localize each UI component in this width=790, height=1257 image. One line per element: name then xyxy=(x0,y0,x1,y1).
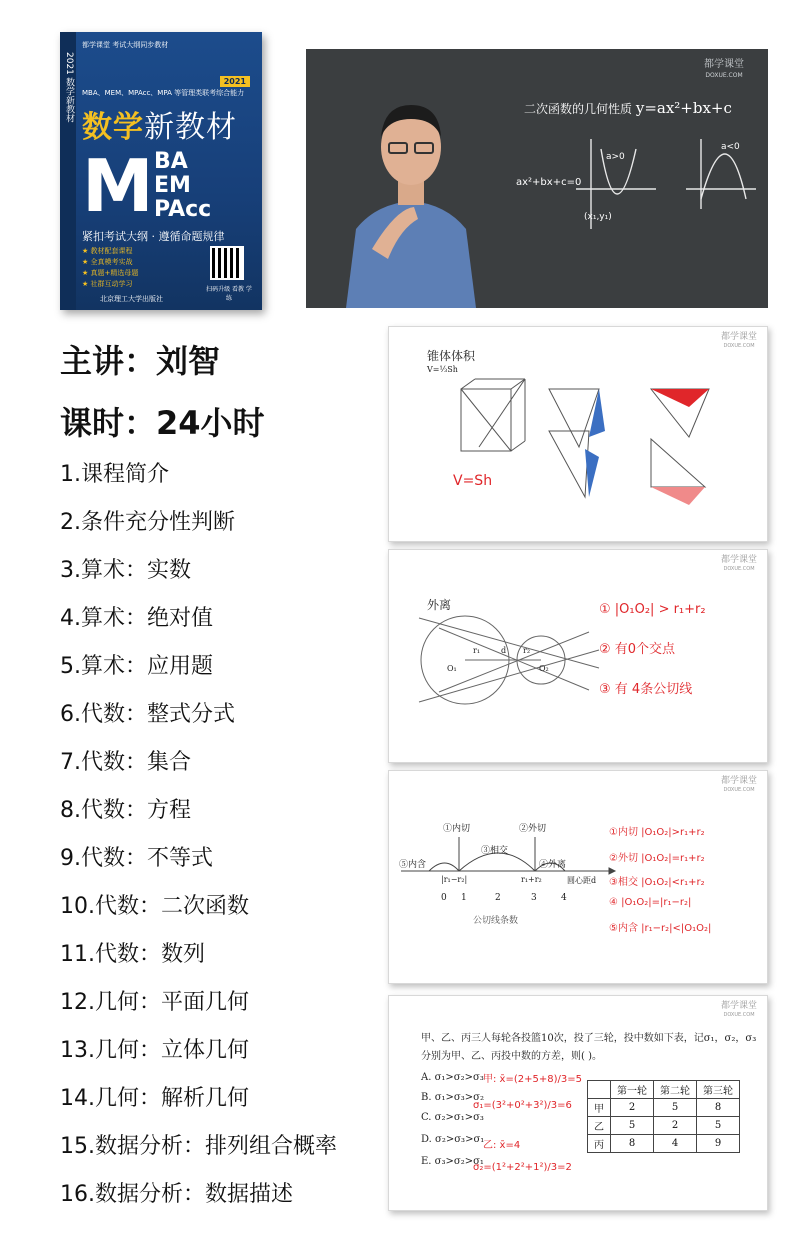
handwritten-note: ⑤内含 |r₁−r₂|<|O₁O₂| xyxy=(609,923,712,934)
table-cell: 甲 xyxy=(588,1099,611,1117)
book-spine: 2021 数学新教材 xyxy=(60,32,76,310)
handwritten-note: ③相交 |O₁O₂|<r₁+r₂ xyxy=(609,877,705,888)
course-item: 4.算术：绝对值 xyxy=(60,606,213,631)
lecturer-info: 主讲：刘智 xyxy=(60,342,221,380)
table-cell: 2 xyxy=(611,1099,654,1117)
course-item: 13.几何：立体几何 xyxy=(60,1038,249,1063)
table-cell: 丙 xyxy=(588,1135,611,1153)
answer-option: C. σ₂>σ₁>σ₃ xyxy=(421,1112,484,1123)
axis-caption: 公切线条数 xyxy=(473,916,519,926)
label-o2: O₂ xyxy=(539,664,549,673)
slide-title: 锥体体积 xyxy=(427,349,476,363)
slide-circle-positions xyxy=(388,770,768,984)
qr-label: 扫码升级 看教 学练 xyxy=(206,286,252,302)
qr-code-icon xyxy=(210,246,244,280)
tick-label: 4 xyxy=(561,893,567,903)
handwritten-note: ①内切 |O₁O₂|>r₁+r₂ xyxy=(609,827,705,838)
slide-logo: 都学课堂 DOXUE.COM xyxy=(720,555,757,572)
tick-label: 2 xyxy=(495,893,501,903)
course-item: 5.算术：应用题 xyxy=(60,654,213,679)
handwritten-note: ② 有0个交点 xyxy=(599,642,676,657)
question-text: 甲、乙、丙三人每轮各投篮10次，投了三轮，投中数如下表，记σ₁，σ₂，σ₃分别为甲、乙、丙投中数的方差，则( )。 xyxy=(421,1033,757,1062)
handwritten-note: σ₁=(3²+0²+3²)/3=6 xyxy=(473,1100,572,1111)
board-graphs xyxy=(306,49,768,308)
slide-logo: 都学课堂 DOXUE.COM xyxy=(720,1001,757,1018)
course-item: 2.条件充分性判断 xyxy=(60,510,235,535)
label-d: d xyxy=(501,646,507,655)
handwritten-note: ① |O₁O₂| > r₁+r₂ xyxy=(599,602,706,617)
book-subtitle: MBA、MEM、MPAcc、MPA 等管理类联考综合能力 xyxy=(82,89,245,97)
board-label-equation: ax²+bx+c=0 xyxy=(516,177,582,188)
book-cover xyxy=(60,32,262,310)
book-brand: 都学课堂 考试大纲同步教材 xyxy=(82,41,169,49)
score-table xyxy=(587,1080,740,1153)
course-list xyxy=(60,458,337,1226)
axis-label: |r₁−r₂| xyxy=(441,875,468,884)
axis-label: 圆心距d xyxy=(567,876,597,885)
book-title: 数学新教材 xyxy=(82,110,237,145)
table-row xyxy=(588,1099,740,1117)
course-item: 12.几何：平面几何 xyxy=(60,990,249,1015)
board-label-a-positive: a>0 xyxy=(606,152,625,162)
book-big-letter: M xyxy=(82,144,154,228)
handwritten-note: V=Sh xyxy=(453,473,493,489)
course-item: 1.课程简介 xyxy=(60,462,169,487)
table-cell: 5 xyxy=(611,1117,654,1135)
answer-option: E. σ₃>σ₂>σ₁ xyxy=(421,1156,484,1167)
answer-option: B. σ₁>σ₃>σ₂ xyxy=(421,1092,484,1103)
label-r1: r₁ xyxy=(473,646,481,655)
handwritten-note: σ₂=(1²+2²+1²)/3=2 xyxy=(473,1162,572,1173)
table-header-cell: 第三轮 xyxy=(697,1081,740,1099)
table-cell: 8 xyxy=(611,1135,654,1153)
handwritten-note: 乙: x̄=4 xyxy=(483,1140,521,1151)
table-cell: 2 xyxy=(654,1117,697,1135)
table-header-cell: 第二轮 xyxy=(654,1081,697,1099)
course-item: 7.代数：集合 xyxy=(60,750,191,775)
label-external-tangent: ②外切 xyxy=(519,824,547,834)
course-item: 15.数据分析：排列组合概率 xyxy=(60,1134,337,1159)
label-o1: O₁ xyxy=(447,664,457,673)
handwritten-note: ③ 有 4条公切线 xyxy=(599,682,693,697)
table-cell: 9 xyxy=(697,1135,740,1153)
course-item: 11.代数：数列 xyxy=(60,942,205,967)
table-cell: 5 xyxy=(654,1099,697,1117)
board-label-a-negative: a<0 xyxy=(721,142,740,152)
tick-label: 3 xyxy=(531,893,537,903)
slide-variance-question xyxy=(388,995,768,1211)
answer-option: A. σ₁>σ₂>σ₃ xyxy=(421,1072,484,1083)
course-item: 6.代数：整式分式 xyxy=(60,702,235,727)
table-cell: 4 xyxy=(654,1135,697,1153)
table-cell: 8 xyxy=(697,1099,740,1117)
book-slogan: 紧扣考试大纲 · 遵循命题规律 xyxy=(82,230,225,243)
handwritten-note: ④ |O₁O₂|=|r₁−r₂| xyxy=(609,897,692,908)
book-year: 2021 xyxy=(220,76,250,87)
board-title: 二次函数的几何性质 y=ax²+bx+c xyxy=(524,99,732,117)
tick-label: 1 xyxy=(461,893,467,903)
label-internal-tangent: ①内切 xyxy=(443,824,471,834)
book-programs: BA EM PAcc xyxy=(154,149,212,222)
handwritten-note: ②外切 |O₁O₂|=r₁+r₂ xyxy=(609,853,705,864)
two-circles-diagram xyxy=(389,550,768,763)
table-header-row xyxy=(588,1081,740,1099)
lecture-video-frame[interactable] xyxy=(306,49,768,308)
label-contained: ⑤内含 xyxy=(399,860,427,870)
book-publisher: 北京理工大学出版社 xyxy=(100,295,163,303)
label-intersect: ③相交 xyxy=(481,846,509,856)
answer-option: D. σ₂>σ₃>σ₁ xyxy=(421,1134,485,1145)
label-r2: r₂ xyxy=(523,646,531,655)
course-item: 8.代数：方程 xyxy=(60,798,191,823)
course-item: 10.代数：二次函数 xyxy=(60,894,249,919)
slide-logo: 都学课堂 DOXUE.COM xyxy=(720,776,757,793)
table-cell: 乙 xyxy=(588,1117,611,1135)
slide-circles-separate xyxy=(388,549,768,763)
table-row xyxy=(588,1117,740,1135)
label-separate: ④外离 xyxy=(539,860,567,870)
video-logo: 都学课堂 DOXUE.COM xyxy=(704,59,744,79)
slide-logo: 都学课堂 DOXUE.COM xyxy=(720,332,757,349)
slide-cone-volume xyxy=(388,326,768,542)
prism-diagrams xyxy=(389,327,768,542)
table-header-cell: 第一轮 xyxy=(611,1081,654,1099)
course-item: 9.代数：不等式 xyxy=(60,846,213,871)
course-item: 14.几何：解析几何 xyxy=(60,1086,249,1111)
table-cell: 5 xyxy=(697,1117,740,1135)
course-item: 16.数据分析：数据描述 xyxy=(60,1182,293,1207)
slide-formula: V=⅓Sh xyxy=(427,365,458,374)
tick-label: 0 xyxy=(441,893,447,903)
table-header-cell xyxy=(588,1081,611,1099)
course-hours: 课时：24小时 xyxy=(60,404,265,442)
course-item: 3.算术：实数 xyxy=(60,558,191,583)
handwritten-note: 甲: x̄=(2+5+8)/3=5 xyxy=(483,1074,582,1085)
table-row xyxy=(588,1135,740,1153)
axis-label: r₁+r₂ xyxy=(521,875,542,884)
board-label-point: (x₁,y₁) xyxy=(584,212,612,222)
slide-title: 外离 xyxy=(427,598,452,612)
book-features: ★ 教材配套课程 ★ 全真模考实战 ★ 真题+精选母题 ★ 社群互动学习 xyxy=(82,247,139,288)
